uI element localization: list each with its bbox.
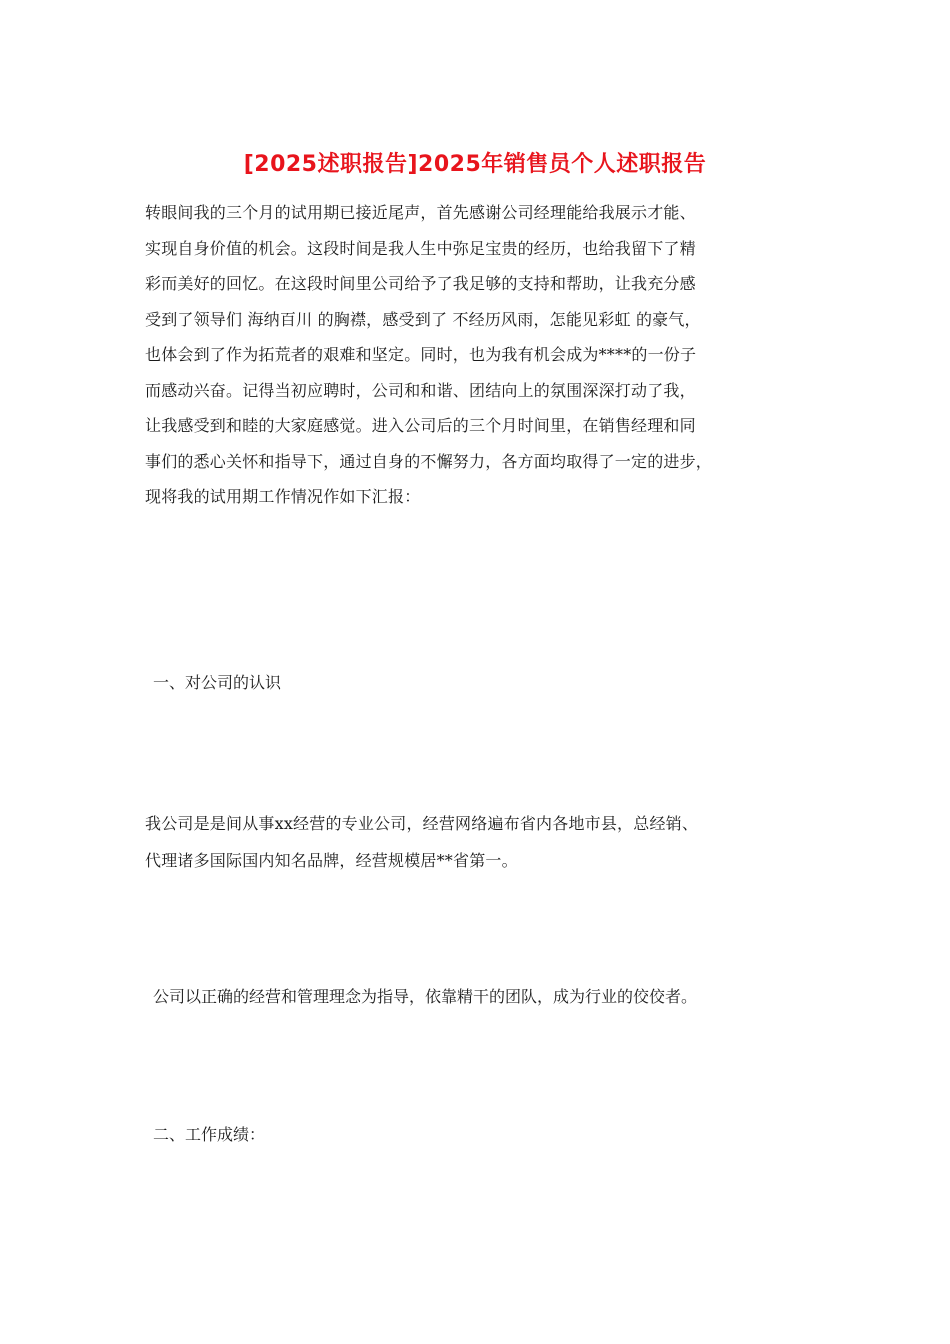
intro-line: 转眼间我的三个月的试用期已接近尾声，首先感谢公司经理能给我展示才能、 <box>145 203 696 222</box>
intro-line: 实现自身价值的机会。这段时间是我人生中弥足宝贵的经历，也给我留下了精 <box>145 238 696 258</box>
company-description-paragraph <box>145 805 825 879</box>
intro-line: 彩而美好的回忆。在这段时间里公司给予了我足够的支持和帮助，让我充分感 <box>145 274 696 293</box>
intro-line: 现将我的试用期工作情况作如下汇报： <box>145 487 421 506</box>
intro-line: 让我感受到和睦的大家庭感觉。进入公司后的三个月时间里，在销售经理和同 <box>145 416 696 435</box>
company-description-line: 我公司是是间从事xx经营的专业公司，经营网络遍布省内各地市县，总经销、 <box>145 814 699 833</box>
section-heading-company: 一、对公司的认识 <box>153 673 282 692</box>
intro-paragraph <box>145 195 810 515</box>
intro-line: 受到了领导们 海纳百川 的胸襟，感受到了 不经历风雨，怎能见彩虹 的豪气， <box>145 309 701 329</box>
intro-line: 而感动兴奋。记得当初应聘时，公司和和谐、团结向上的氛围深深打动了我， <box>145 380 696 400</box>
company-description-line: 代理诸多国际国内知名品牌，经营规模居**省第一。 <box>145 851 518 870</box>
intro-line: 也体会到了作为拓荒者的艰难和坚定。同时，也为我有机会成为****的一份子 <box>145 345 697 364</box>
intro-line: 事们的悉心关怀和指导下，通过自身的不懈努力，各方面均取得了一定的进步， <box>145 451 713 471</box>
document-title: [2025述职报告]2025年销售员个人述职报告 <box>243 152 707 177</box>
section-heading-achievements: 二、工作成绩： <box>153 1125 266 1144</box>
company-philosophy-paragraph: 公司以正确的经营和管理理念为指导，依靠精干的团队，成为行业的佼佼者。 <box>153 987 698 1006</box>
